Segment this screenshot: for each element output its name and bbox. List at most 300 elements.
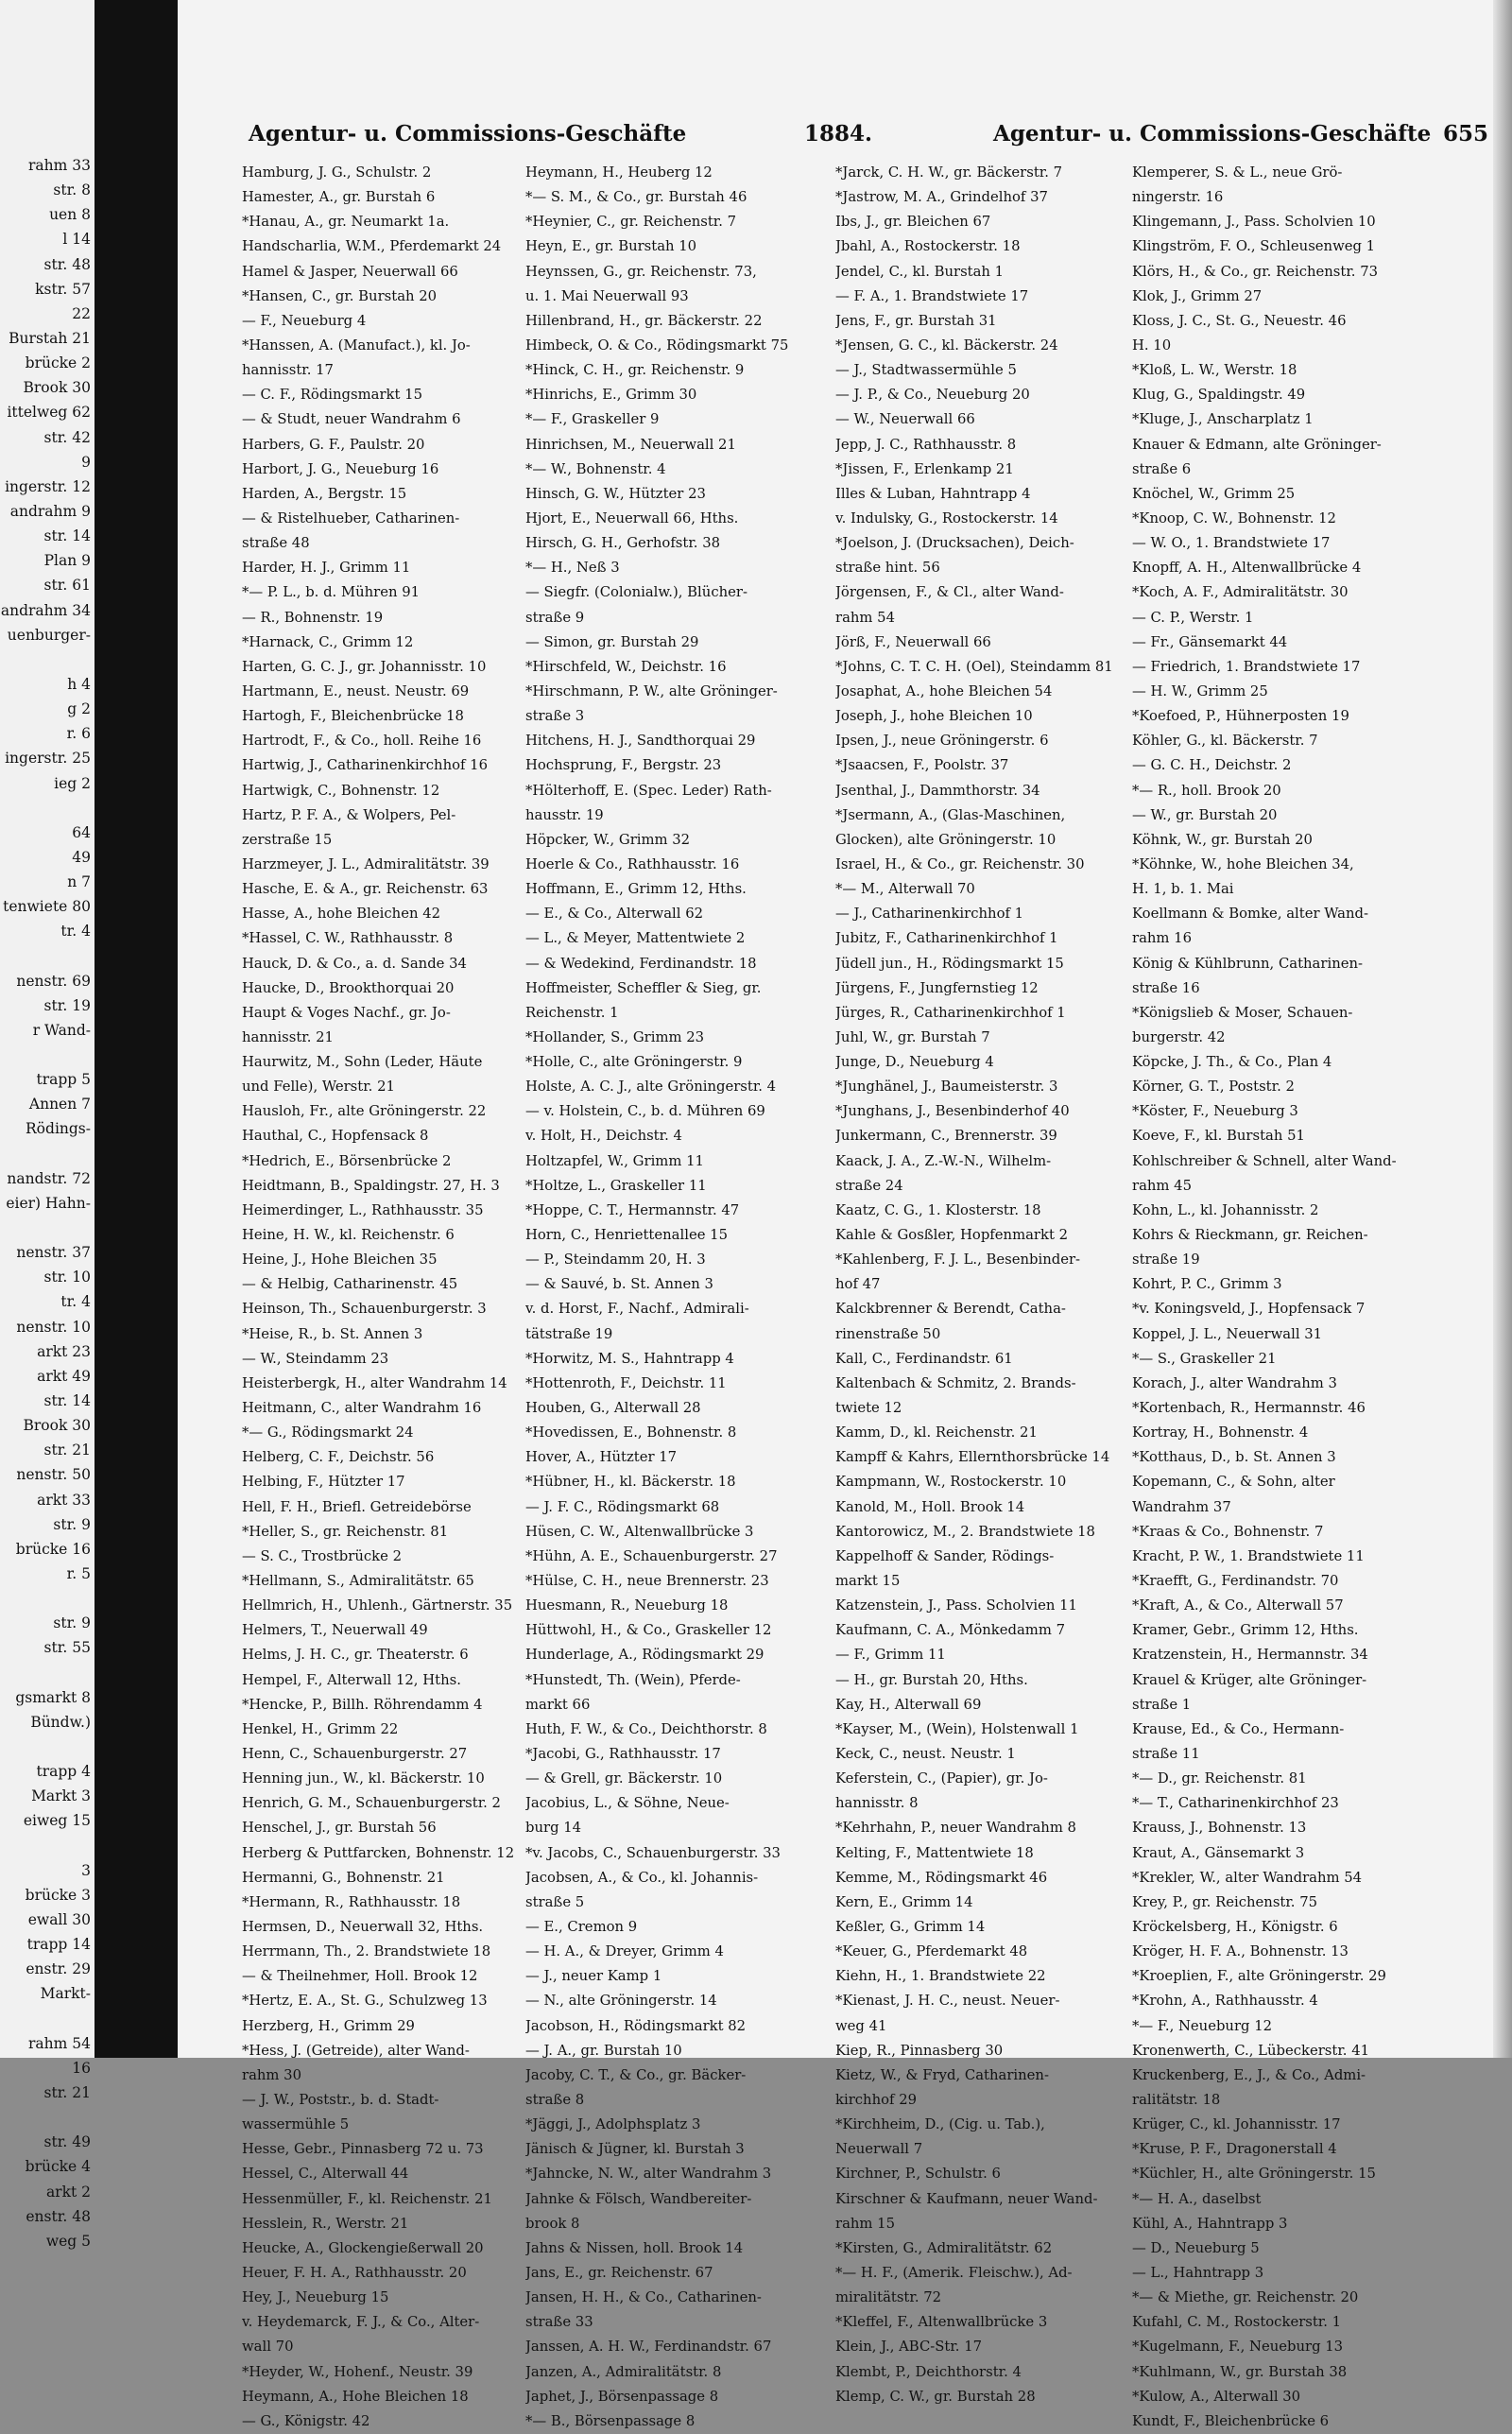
previous-page-fragment: Brook 30: [23, 1417, 91, 1435]
directory-entry: *— & Miethe, gr. Reichenstr. 20: [1132, 2289, 1359, 2306]
directory-entry: Kohrt, P. C., Grimm 3: [1132, 1276, 1282, 1293]
directory-entry: Hartogh, F., Bleichenbrücke 18: [242, 708, 464, 725]
directory-entry: Höpcker, W., Grimm 32: [525, 831, 691, 848]
directory-entry: Illes & Luban, Hahntrapp 4: [835, 485, 1031, 502]
previous-page-fragment: str. 48: [43, 255, 91, 273]
directory-entry: Wandrahm 37: [1132, 1498, 1231, 1515]
directory-entry: — N., alte Gröningerstr. 14: [525, 1993, 717, 2010]
previous-page-fragment: str. 21: [43, 1441, 91, 1459]
directory-entry: hof 47: [835, 1276, 881, 1293]
directory-entry: Kiep, R., Pinnasberg 30: [835, 2042, 1004, 2059]
previous-page-fragment: brücke 2: [25, 354, 91, 372]
directory-entry: *Kraft, A., & Co., Alterwall 57: [1132, 1597, 1344, 1614]
directory-entry: Kruckenberg, E., J., & Co., Admi-: [1132, 2066, 1366, 2083]
directory-entry: Helberg, C. F., Deichstr. 56: [242, 1449, 435, 1466]
directory-entry: Haurwitz, M., Sohn (Leder, Häute: [242, 1054, 483, 1071]
header-year: 1884.: [804, 121, 873, 147]
directory-entry: *Holle, C., alte Gröningerstr. 9: [525, 1054, 743, 1071]
previous-page-fragment: ingerstr. 25: [5, 750, 91, 768]
previous-page-fragment: kstr. 57: [35, 280, 91, 298]
previous-page-fragment: Brook 30: [23, 379, 91, 397]
directory-entry: *— H. F., (Amerik. Fleischw.), Ad-: [835, 2264, 1073, 2281]
directory-entry: straße 19: [1132, 1252, 1200, 1269]
directory-entry: *Hess, J. (Getreide), alter Wand-: [242, 2042, 470, 2059]
previous-page-fragment: weg 5: [45, 2232, 91, 2250]
previous-page-fragment: r Wand-: [32, 1021, 91, 1039]
directory-entry: — W. O., 1. Brandstwiete 17: [1132, 535, 1331, 552]
directory-entry: — G. C. H., Deichstr. 2: [1132, 757, 1292, 774]
directory-entry: Kall, C., Ferdinandstr. 61: [835, 1350, 1013, 1367]
directory-entry: *— D., gr. Reichenstr. 81: [1132, 1770, 1307, 1787]
directory-entry: straße 33: [525, 2314, 593, 2331]
directory-entry: Kampff & Kahrs, Ellernthorsbrücke 14: [835, 1449, 1110, 1466]
directory-entry: Kundt, F., Bleichenbrücke 6: [1132, 2412, 1330, 2429]
directory-entry: H. 10: [1132, 337, 1172, 354]
directory-entry: Hartz, P. F. A., & Wolpers, Pel-: [242, 806, 456, 823]
directory-entry: *Jahncke, N. W., alter Wandrahm 3: [525, 2166, 772, 2183]
directory-entry: Krey, P., gr. Reichenstr. 75: [1132, 1893, 1318, 1910]
directory-entry: Heuer, F. H. A., Rathhausstr. 20: [242, 2264, 467, 2281]
directory-entry: Kanold, M., Holl. Brook 14: [835, 1498, 1025, 1515]
directory-entry: Reichenstr. 1: [525, 1004, 619, 1021]
previous-page-fragment: [0, 1834, 91, 1858]
directory-entry: Klembt, P., Deichthorstr. 4: [835, 2363, 1022, 2380]
directory-entry: *— W., Bohnenstr. 4: [525, 460, 666, 477]
previous-page-fragment: r. 5: [66, 1565, 91, 1583]
previous-page-fragment: trapp 14: [26, 1936, 91, 1954]
directory-entry: Körner, G. T., Poststr. 2: [1132, 1079, 1295, 1096]
previous-page-fragment: arkt 2: [45, 2183, 91, 2201]
directory-entry: — & Ristelhueber, Catharinen-: [242, 509, 460, 527]
directory-entry: straße 11: [1132, 1746, 1200, 1762]
previous-page-fragment: 3: [81, 1861, 91, 1879]
previous-page-fragment: Rödings-: [26, 1120, 91, 1138]
directory-entry: — & Grell, gr. Bäckerstr. 10: [525, 1770, 723, 1787]
column-2: [525, 161, 847, 2434]
directory-entry: Jürges, R., Catharinenkirchhof 1: [835, 1004, 1066, 1021]
previous-page-fragment: ieg 2: [54, 774, 91, 792]
directory-entry: Himbeck, O. & Co., Rödingsmarkt 75: [525, 337, 789, 354]
directory-entry: *Kuhlmann, W., gr. Burstah 38: [1132, 2363, 1348, 2380]
directory-entry: Hey, J., Neueburg 15: [242, 2289, 389, 2306]
directory-entry: miralitätstr. 72: [835, 2289, 942, 2306]
directory-entry: Helbing, F., Hützter 17: [242, 1474, 405, 1491]
book-binding: [94, 0, 178, 2058]
directory-entry: — J., neuer Kamp 1: [525, 1968, 662, 1985]
directory-entry: *Kahlenberg, F. J. L., Besenbinder-: [835, 1252, 1081, 1269]
directory-entry: Janzen, A., Admiralitätstr. 8: [525, 2363, 722, 2380]
previous-page-fragment: Bündw.): [30, 1713, 91, 1731]
directory-entry: — & Sauvé, b. St. Annen 3: [525, 1276, 713, 1293]
directory-entry: Hoffmeister, Scheffler & Sieg, gr.: [525, 979, 762, 996]
directory-entry: Hüsen, C. W., Altenwallbrücke 3: [525, 1523, 754, 1540]
directory-entry: Kamm, D., kl. Reichenstr. 21: [835, 1424, 1038, 1441]
directory-entry: *Hanau, A., gr. Neumarkt 1a.: [242, 214, 450, 231]
directory-entry: markt 15: [835, 1573, 901, 1590]
directory-entry: Junkermann, C., Brennerstr. 39: [835, 1128, 1057, 1145]
directory-entry: *Hovedissen, E., Bohnenstr. 8: [525, 1424, 737, 1441]
directory-entry: *Heise, R., b. St. Annen 3: [242, 1325, 423, 1342]
directory-entry: *Kienast, J. H. C., neust. Neuer-: [835, 1993, 1060, 2010]
directory-entry: Kopemann, C., & Sohn, alter: [1132, 1474, 1335, 1491]
directory-entry: Helmers, T., Neuerwall 49: [242, 1622, 428, 1639]
directory-entry: Klingström, F. O., Schleusenweg 1: [1132, 238, 1376, 255]
directory-entry: Harbort, J. G., Neueburg 16: [242, 460, 439, 477]
previous-page-fragment: [0, 647, 91, 672]
directory-entry: *— T., Catharinenkirchhof 23: [1132, 1795, 1339, 1812]
directory-entry: — R., Bohnenstr. 19: [242, 609, 384, 626]
directory-entry: Henn, C., Schauenburgerstr. 27: [242, 1746, 468, 1762]
directory-entry: *v. Jacobs, C., Schauenburgerstr. 33: [525, 1844, 781, 1861]
directory-entry: *Hölterhoff, E. (Spec. Leder) Rath-: [525, 782, 772, 799]
directory-entry: *Hübner, H., kl. Bäckerstr. 18: [525, 1474, 736, 1491]
directory-entry: u. 1. Mai Neuerwall 93: [525, 287, 689, 304]
directory-entry: König & Kühlbrunn, Catharinen-: [1132, 955, 1364, 972]
previous-page-fragment: str. 61: [43, 577, 91, 595]
column-3: [835, 161, 1157, 2409]
directory-entry: hannisstr. 21: [242, 1028, 334, 1045]
directory-entry: Heisterbergk, H., alter Wandrahm 14: [242, 1374, 507, 1391]
directory-entry: *Kirsten, G., Admiralitätstr. 62: [835, 2239, 1053, 2256]
previous-page-fragment: uenburger-: [7, 626, 91, 644]
directory-entry: *Hinck, C. H., gr. Reichenstr. 9: [525, 362, 745, 379]
directory-entry: *Königslieb & Moser, Schauen-: [1132, 1004, 1353, 1021]
directory-entry: — & Theilnehmer, Holl. Brook 12: [242, 1968, 478, 1985]
directory-entry: Henning jun., W., kl. Bäckerstr. 10: [242, 1770, 485, 1787]
previous-page-fragment: Burstah 21: [9, 329, 91, 347]
directory-entry: Hempel, F., Alterwall 12, Hths.: [242, 1671, 461, 1688]
directory-entry: Hellmrich, H., Uhlenh., Gärtnerstr. 35: [242, 1597, 513, 1614]
directory-entry: — C. F., Rödingsmarkt 15: [242, 387, 422, 404]
previous-page-fragment: trapp 5: [36, 1071, 91, 1089]
directory-entry: straße 5: [525, 1893, 585, 1910]
directory-entry: Junge, D., Neueburg 4: [835, 1054, 994, 1071]
previous-page-fragment: brücke 4: [25, 2158, 91, 2176]
directory-entry: *Kirchheim, D., (Cig. u. Tab.),: [835, 2116, 1045, 2133]
previous-page-fragment: str. 9: [53, 1614, 91, 1632]
directory-entry: Jans, E., gr. Reichenstr. 67: [525, 2264, 713, 2281]
directory-entry: Hochsprung, F., Bergstr. 23: [525, 757, 722, 774]
previous-page-fragment: 9: [81, 453, 91, 471]
directory-entry: *Krekler, W., alter Wandrahm 54: [1132, 1869, 1363, 1886]
directory-entry: burg 14: [525, 1820, 582, 1837]
directory-entry: *Hermann, R., Rathhausstr. 18: [242, 1893, 461, 1910]
previous-page-fragment: l 14: [62, 231, 91, 249]
previous-page-fragment: tr. 4: [60, 923, 91, 941]
directory-entry: rahm 15: [835, 2215, 895, 2232]
directory-entry: Hunderlage, A., Rödingsmarkt 29: [525, 1647, 765, 1664]
directory-entry: *— P. L., b. d. Mühren 91: [242, 584, 421, 601]
directory-entry: Kampmann, W., Rostockerstr. 10: [835, 1474, 1067, 1491]
previous-page-fragment: str. 14: [43, 527, 91, 545]
previous-page-fragment: str. 21: [43, 2083, 91, 2101]
directory-entry: wassermühle 5: [242, 2116, 350, 2133]
directory-entry: straße 6: [1132, 460, 1192, 477]
directory-entry: Köhnk, W., gr. Burstah 20: [1132, 831, 1313, 848]
page-edge-shadow: [1493, 0, 1512, 2058]
directory-entry: *Joelson, J. (Drucksachen), Deich-: [835, 535, 1074, 552]
directory-entry: Holste, A. C. J., alte Gröningerstr. 4: [525, 1079, 777, 1096]
directory-entry: Kiehn, H., 1. Brandstwiete 22: [835, 1968, 1046, 1985]
directory-entry: Houben, G., Alterwall 28: [525, 1400, 701, 1417]
directory-entry: Hasche, E. & A., gr. Reichenstr. 63: [242, 881, 489, 898]
previous-page-fragment: [0, 1043, 91, 1067]
directory-entry: Huesmann, R., Neueburg 18: [525, 1597, 729, 1614]
directory-entry: *Köhnke, W., hohe Bleichen 34,: [1132, 855, 1354, 872]
directory-entry: Hover, A., Hützter 17: [525, 1449, 678, 1466]
previous-page-fragment: arkt 23: [37, 1342, 91, 1360]
directory-entry: straße 9: [525, 609, 585, 626]
directory-entry: Heynssen, G., gr. Reichenstr. 73,: [525, 263, 757, 280]
directory-entry: Klug, G., Spaldingstr. 49: [1132, 387, 1306, 404]
directory-entry: und Felle), Werstr. 21: [242, 1079, 395, 1096]
directory-entry: Kröger, H. F. A., Bohnenstr. 13: [1132, 1943, 1349, 1960]
directory-entry: *Kotthaus, D., b. St. Annen 3: [1132, 1449, 1336, 1466]
directory-entry: Hillenbrand, H., gr. Bäckerstr. 22: [525, 312, 763, 329]
directory-entry: Handscharlia, W.M., Pferdemarkt 24: [242, 238, 502, 255]
previous-page-fragment: str. 8: [53, 181, 91, 199]
directory-entry: Josaphat, A., hohe Bleichen 54: [835, 682, 1053, 699]
directory-entry: Japhet, J., Börsenpassage 8: [525, 2388, 719, 2405]
directory-entry: Kaltenbach & Schmitz, 2. Brands-: [835, 1374, 1076, 1391]
previous-page-fragment: [0, 1661, 91, 1685]
directory-entry: zerstraße 15: [242, 831, 333, 848]
directory-entry: Kohrs & Rieckmann, gr. Reichen-: [1132, 1227, 1368, 1244]
directory-entry: Jacobson, H., Rödingsmarkt 82: [525, 2017, 747, 2034]
directory-entry: Kirchner, P., Schulstr. 6: [835, 2166, 1001, 2183]
directory-entry: twiete 12: [835, 1400, 902, 1417]
directory-entry: Huth, F. W., & Co., Deichthorstr. 8: [525, 1720, 767, 1737]
previous-page-fragment: nandstr. 72: [7, 1169, 91, 1187]
directory-entry: Krause, Ed., & Co., Hermann-: [1132, 1720, 1345, 1737]
directory-entry: Klemperer, S. & L., neue Grö-: [1132, 164, 1343, 181]
directory-entry: — v. Holstein, C., b. d. Mühren 69: [525, 1103, 765, 1120]
directory-entry: *Hinrichs, E., Grimm 30: [525, 387, 697, 404]
directory-entry: v. Indulsky, G., Rostockerstr. 14: [835, 509, 1058, 527]
directory-entry: Hinsch, G. W., Hützter 23: [525, 485, 706, 502]
directory-entry: v. Heydemarck, F. J., & Co., Alter-: [242, 2314, 480, 2331]
previous-page-fragment: brücke 3: [25, 1886, 91, 1904]
directory-page: [178, 0, 1512, 2429]
directory-entry: Jbahl, A., Rostockerstr. 18: [835, 238, 1021, 255]
directory-entry: *Holtze, L., Graskeller 11: [525, 1177, 707, 1194]
directory-entry: Kern, E., Grimm 14: [835, 1893, 973, 1910]
directory-entry: Kracht, P. W., 1. Brandstwiete 11: [1132, 1547, 1365, 1564]
directory-entry: brook 8: [525, 2215, 580, 2232]
directory-entry: Jürgens, F., Jungfernstieg 12: [835, 979, 1039, 996]
directory-entry: Harzmeyer, J. L., Admiralitätstr. 39: [242, 855, 490, 872]
directory-entry: *Junghänel, J., Baumeisterstr. 3: [835, 1079, 1058, 1096]
directory-entry: *Koch, A. F., Admiralitätstr. 30: [1132, 584, 1349, 601]
directory-entry: *Kayser, M., (Wein), Holstenwall 1: [835, 1720, 1079, 1737]
directory-entry: Hartwig, J., Catharinenkirchhof 16: [242, 757, 489, 774]
previous-page-fragment: 22: [72, 304, 91, 322]
directory-entry: Keßler, G., Grimm 14: [835, 1918, 986, 1935]
directory-entry: *Hedrich, E., Börsenbrücke 2: [242, 1152, 452, 1169]
directory-entry: Hermanni, G., Bohnenstr. 21: [242, 1869, 445, 1886]
directory-entry: Kantorowicz, M., 2. Brandstwiete 18: [835, 1523, 1095, 1540]
directory-entry: Hesslein, R., Werstr. 21: [242, 2215, 409, 2232]
previous-page-fragment: [0, 2007, 91, 2031]
directory-entry: — H. W., Grimm 25: [1132, 682, 1268, 699]
column-4: [1132, 161, 1486, 2434]
directory-entry: Katzenstein, J., Pass. Scholvien 11: [835, 1597, 1077, 1614]
directory-entry: Hoffmann, E., Grimm 12, Hths.: [525, 881, 747, 898]
directory-entry: *Hassel, C. W., Rathhausstr. 8: [242, 930, 454, 947]
directory-entry: — E., & Co., Alterwall 62: [525, 906, 704, 923]
directory-entry: *— H., Neß 3: [525, 560, 620, 577]
directory-entry: *Kehrhahn, P., neuer Wandrahm 8: [835, 1820, 1076, 1837]
header-right: Agentur- u. Commissions-Geschäfte: [993, 121, 1432, 147]
previous-page-fragment: Annen 7: [28, 1096, 91, 1113]
directory-entry: Hausloh, Fr., alte Gröningerstr. 22: [242, 1103, 487, 1120]
directory-entry: *Hühn, A. E., Schauenburgerstr. 27: [525, 1547, 778, 1564]
previous-page-fragment: tr. 4: [60, 1293, 91, 1311]
previous-page-fragment: nenstr. 50: [16, 1466, 91, 1484]
directory-entry: Knauer & Edmann, alte Gröninger-: [1132, 436, 1382, 453]
directory-entry: Hamburg, J. G., Schulstr. 2: [242, 164, 432, 181]
directory-entry: Jansen, H. H., & Co., Catharinen-: [525, 2289, 762, 2306]
directory-entry: Klein, J., ABC-Str. 17: [835, 2339, 983, 2356]
directory-entry: *Hottenroth, F., Deichstr. 11: [525, 1374, 727, 1391]
directory-entry: Heymann, H., Heuberg 12: [525, 164, 713, 181]
directory-entry: *Junghans, J., Besenbinderhof 40: [835, 1103, 1070, 1120]
previous-page-fragment: str. 55: [43, 1639, 91, 1657]
directory-entry: Hartwigk, C., Bohnenstr. 12: [242, 782, 440, 799]
directory-entry: *Harnack, C., Grimm 12: [242, 633, 414, 650]
directory-entry: Israel, H., & Co., gr. Reichenstr. 30: [835, 855, 1085, 872]
previous-page-column: [0, 153, 91, 2253]
directory-entry: *Horwitz, M. S., Hahntrapp 4: [525, 1350, 734, 1367]
directory-entry: Kratzenstein, H., Hermannstr. 34: [1132, 1647, 1368, 1664]
previous-page-fragment: ewall 30: [27, 1910, 91, 1928]
directory-entry: Heymann, A., Hohe Bleichen 18: [242, 2388, 469, 2405]
directory-entry: — & Studt, neuer Wandrahm 6: [242, 411, 461, 428]
previous-page-fragment: [0, 944, 91, 969]
directory-entry: Klemp, C. W., gr. Burstah 28: [835, 2388, 1036, 2405]
directory-entry: *Kluge, J., Anscharplatz 1: [1132, 411, 1314, 428]
previous-page-fragment: arkt 49: [37, 1367, 91, 1385]
directory-entry: Kraut, A., Gänsemarkt 3: [1132, 1844, 1305, 1861]
directory-entry: straße 16: [1132, 979, 1200, 996]
directory-entry: Kaatz, C. G., 1. Klosterstr. 18: [835, 1201, 1041, 1218]
directory-entry: Herberg & Puttfarcken, Bohnenstr. 12: [242, 1844, 515, 1861]
directory-entry: — F., Grimm 11: [835, 1647, 946, 1664]
directory-entry: *— F., Neueburg 12: [1132, 2017, 1273, 2034]
directory-entry: — L., & Meyer, Mattentwiete 2: [525, 930, 746, 947]
directory-entry: Koppel, J. L., Neuerwall 31: [1132, 1325, 1323, 1342]
directory-entry: Henkel, H., Grimm 22: [242, 1720, 399, 1737]
directory-entry: straße 24: [835, 1177, 903, 1194]
header-left: Agentur- u. Commissions-Geschäfte: [249, 121, 687, 147]
directory-entry: Kröckelsberg, H., Königstr. 6: [1132, 1918, 1338, 1935]
directory-entry: Heinson, Th., Schauenburgerstr. 3: [242, 1301, 487, 1318]
directory-entry: Kortray, H., Bohnenstr. 4: [1132, 1424, 1309, 1441]
previous-page-fragment: enstr. 29: [26, 1960, 91, 1978]
previous-page-fragment: nenstr. 10: [16, 1318, 91, 1336]
directory-entry: *Küchler, H., alte Gröningerstr. 15: [1132, 2166, 1376, 2183]
directory-entry: Kalckbrenner & Berendt, Catha-: [835, 1301, 1066, 1318]
directory-entry: *Hanssen, A. (Manufact.), kl. Jo-: [242, 337, 471, 354]
previous-page-fragment: nenstr. 69: [16, 972, 91, 990]
previous-page-fragment: ingerstr. 12: [5, 477, 91, 495]
directory-entry: *— H. A., daselbst: [1132, 2190, 1262, 2207]
directory-entry: — & Wedekind, Ferdinandstr. 18: [525, 955, 757, 972]
previous-page-fragment: g 2: [67, 700, 91, 718]
directory-entry: Hartmann, E., neust. Neustr. 69: [242, 682, 470, 699]
directory-entry: *Jissen, F., Erlenkamp 21: [835, 460, 1014, 477]
directory-entry: Harden, A., Bergstr. 15: [242, 485, 407, 502]
previous-page-fragment: nenstr. 37: [16, 1244, 91, 1262]
directory-entry: Hesse, Gebr., Pinnasberg 72 u. 73: [242, 2141, 484, 2158]
directory-entry: — W., gr. Burstah 20: [1132, 806, 1278, 823]
previous-page-fragment: n 7: [67, 873, 91, 891]
directory-entry: hannisstr. 17: [242, 362, 334, 379]
directory-entry: — J., Catharinenkirchhof 1: [835, 906, 1024, 923]
previous-page-fragment: str. 49: [43, 2133, 91, 2151]
directory-entry: *— S. M., & Co., gr. Burstah 46: [525, 189, 747, 206]
directory-entry: *— R., holl. Brook 20: [1132, 782, 1281, 799]
previous-page-fragment: eiweg 15: [23, 1812, 91, 1830]
directory-entry: *Hunstedt, Th. (Wein), Pferde-: [525, 1671, 741, 1688]
directory-entry: Kohlschreiber & Schnell, alter Wand-: [1132, 1152, 1397, 1169]
directory-entry: Hermsen, D., Neuerwall 32, Hths.: [242, 1918, 484, 1935]
directory-entry: Hirsch, G. H., Gerhofstr. 38: [525, 535, 721, 552]
directory-entry: *Heyder, W., Hohenf., Neustr. 39: [242, 2363, 473, 2380]
directory-entry: Hessenmüller, F., kl. Reichenstr. 21: [242, 2190, 492, 2207]
directory-entry: — F., Neueburg 4: [242, 312, 367, 329]
directory-entry: Hauthal, C., Hopfensack 8: [242, 1128, 429, 1145]
directory-entry: — & Helbig, Catharinenstr. 45: [242, 1276, 458, 1293]
directory-entry: Koellmann & Bomke, alter Wand-: [1132, 906, 1369, 923]
directory-entry: Jubitz, F., Catharinenkirchhof 1: [835, 930, 1058, 947]
directory-entry: — Fr., Gänsemarkt 44: [1132, 633, 1288, 650]
directory-entry: *Hellmann, S., Admiralitätstr. 65: [242, 1573, 474, 1590]
directory-entry: wall 70: [242, 2339, 294, 2356]
directory-entry: H. 1, b. 1. Mai: [1132, 881, 1234, 898]
directory-entry: Heine, H. W., kl. Reichenstr. 6: [242, 1227, 455, 1244]
directory-entry: *Krohn, A., Rathhausstr. 4: [1132, 1993, 1318, 2010]
directory-entry: Hell, F. H., Briefl. Getreidebörse: [242, 1498, 472, 1515]
previous-page-fragment: [0, 1586, 91, 1611]
directory-entry: — J. F. C., Rödingsmarkt 68: [525, 1498, 720, 1515]
directory-entry: rinenstraße 50: [835, 1325, 941, 1342]
directory-entry: *Kulow, A., Alterwall 30: [1132, 2388, 1301, 2405]
directory-entry: Ipsen, J., neue Gröningerstr. 6: [835, 733, 1049, 750]
directory-entry: — J., Stadtwassermühle 5: [835, 362, 1017, 379]
directory-entry: *Jsaacsen, F., Poolstr. 37: [835, 757, 1009, 774]
directory-entry: Jänisch & Jügner, kl. Burstah 3: [525, 2141, 745, 2158]
directory-entry: *Jäggi, J., Adolphsplatz 3: [525, 2116, 701, 2133]
previous-page-fragment: brücke 16: [15, 1540, 91, 1558]
directory-entry: *— F., Graskeller 9: [525, 411, 660, 428]
directory-entry: Jendel, C., kl. Burstah 1: [835, 263, 1005, 280]
directory-entry: — S. C., Trostbrücke 2: [242, 1547, 403, 1564]
directory-entry: Kietz, W., & Fryd, Catharinen-: [835, 2066, 1049, 2083]
directory-entry: *Hirschmann, P. W., alte Gröninger-: [525, 682, 778, 699]
previous-page-fragment: 49: [72, 848, 91, 866]
directory-entry: Kohn, L., kl. Johannisstr. 2: [1132, 1201, 1319, 1218]
directory-entry: — Friedrich, 1. Brandstwiete 17: [1132, 658, 1361, 675]
directory-entry: Jacoby, C. T., & Co., gr. Bäcker-: [525, 2066, 747, 2083]
directory-entry: v. d. Horst, F., Nachf., Admirali-: [525, 1301, 749, 1318]
directory-entry: straße 48: [242, 535, 310, 552]
previous-page-fragment: [0, 1142, 91, 1166]
directory-entry: Heitmann, C., alter Wandrahm 16: [242, 1400, 482, 1417]
directory-entry: Keferstein, C., (Papier), gr. Jo-: [835, 1770, 1048, 1787]
previous-page-fragment: h 4: [67, 675, 91, 693]
directory-entry: Kufahl, C. M., Rostockerstr. 1: [1132, 2314, 1342, 2331]
